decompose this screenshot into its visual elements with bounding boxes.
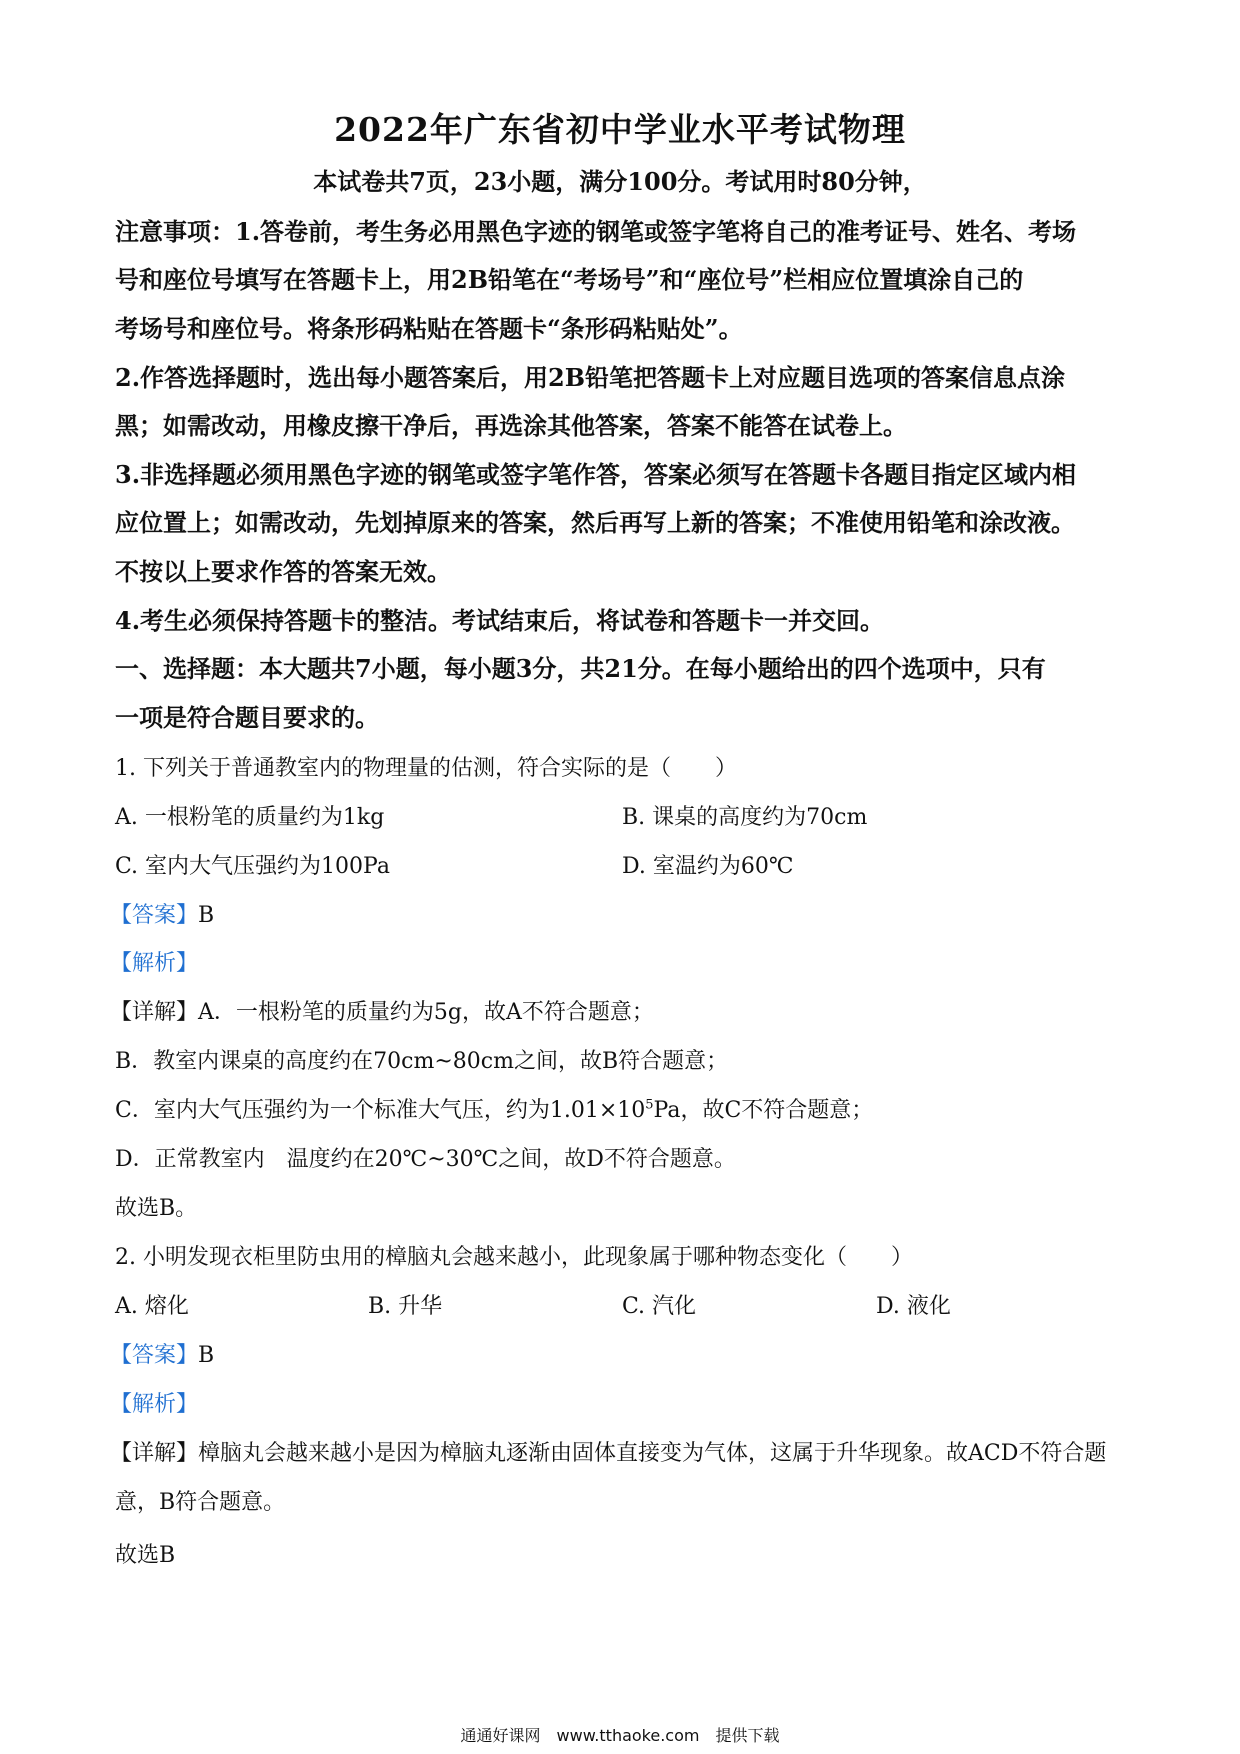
q2-analysis-tag: 【解析】 — [110, 1392, 199, 1417]
q1-option-b: B. 课桌的高度约为70cm — [622, 805, 868, 830]
q1-detail-a — [110, 998, 654, 1028]
q2-answer — [110, 1341, 214, 1371]
q1-answer-tag: 【答案】 — [110, 903, 199, 928]
q1-stem: 1. 下列关于普通教室内的物理量的估测，符合实际的是（ ） — [115, 756, 737, 781]
notes-line-9: 4.考生必须保持答题卡的整洁。考试结束后，将试卷和答题卡一并交回。 — [115, 606, 885, 635]
q1-detail-c — [115, 1096, 873, 1126]
notes-line-6: 3.非选择题必须用黑色字迹的钢笔或签字笔作答，答案必须写在答题卡各题目指定区域内相 — [115, 460, 1077, 489]
notes-line-1: 注意事项：1.答卷前，考生务必用黑色字迹的钢笔或签字笔将自己的准考证号、姓名、考场 — [115, 217, 1077, 246]
q2-option-b: B. 升华 — [368, 1294, 443, 1319]
q2-answer-value: B — [198, 1343, 215, 1368]
page-title: 2022年广东省初中学业水平考试物理 — [334, 110, 906, 149]
section-heading-line-2: 一项是符合题目要求的。 — [115, 703, 379, 732]
q1-analysis-tag: 【解析】 — [110, 951, 199, 976]
q1-answer — [110, 901, 214, 931]
q2-stem: 2. 小明发现衣柜里防虫用的樟脑丸会越来越小，此现象属于哪种物态变化（ ） — [115, 1245, 913, 1270]
q1-detail-c-exponent: 5 — [645, 1097, 654, 1113]
q1-detail-b: B．教室内课桌的高度约在70cm~80cm之间，故B符合题意； — [115, 1049, 729, 1074]
q2-option-a: A. 熔化 — [115, 1294, 189, 1319]
q1-detail-d: D．正常教室内 温度约在20℃~30℃之间，故D不符合题意。 — [115, 1147, 736, 1172]
exam-subtitle: 本试卷共7页，23小题，满分100分。考试用时80分钟， — [313, 167, 927, 196]
q1-detail-a-text: A．一根粉笔的质量约为5g，故A不符合题意； — [198, 1000, 654, 1025]
notes-line-2: 号和座位号填写在答题卡上，用2B铅笔在“考场号”和“座位号”栏相应位置填涂自己的 — [115, 265, 1024, 294]
q2-detail-tag: 【详解】 — [110, 1441, 199, 1466]
q1-option-a: A. 一根粉笔的质量约为1kg — [115, 805, 385, 830]
q2-detail-2: 意，B符合题意。 — [115, 1490, 286, 1515]
q1-option-d: D. 室温约为60℃ — [622, 854, 794, 879]
q2-option-c: C. 汽化 — [622, 1294, 697, 1319]
q2-detail-1 — [110, 1439, 1106, 1469]
notes-line-8: 不按以上要求作答的答案无效。 — [115, 557, 451, 586]
page-footer: 通通好课网 www.tthaoke.com 提供下载 — [460, 1726, 780, 1745]
q1-detail-c-post: Pa，故C不符合题意； — [653, 1098, 874, 1123]
q2-detail-1-text: 樟脑丸会越来越小是因为樟脑丸逐渐由固体直接变为气体，这属于升华现象。故ACD不符合题 — [198, 1441, 1107, 1466]
q1-detail-c-pre: C．室内大气压强约为一个标准大气压，约为1.01×10 — [115, 1098, 646, 1123]
q1-conclusion: 故选B。 — [115, 1196, 198, 1221]
q1-detail-tag: 【详解】 — [110, 1000, 199, 1025]
q2-answer-tag: 【答案】 — [110, 1343, 199, 1368]
q2-option-d: D. 液化 — [876, 1294, 951, 1319]
notes-line-5: 黑；如需改动，用橡皮擦干净后，再选涂其他答案，答案不能答在试卷上。 — [115, 411, 907, 440]
q2-conclusion: 故选B — [115, 1543, 176, 1568]
notes-line-7: 应位置上；如需改动，先划掉原来的答案，然后再写上新的答案；不准使用铅笔和涂改液。 — [115, 508, 1075, 537]
notes-line-3: 考场号和座位号。将条形码粘贴在答题卡“条形码粘贴处”。 — [115, 314, 743, 343]
q1-answer-value: B — [198, 903, 215, 928]
notes-line-4: 2.作答选择题时，选出每小题答案后，用2B铅笔把答题卡上对应题目选项的答案信息点涂 — [115, 363, 1066, 392]
section-heading-line-1: 一、选择题：本大题共7小题，每小题3分，共21分。在每小题给出的四个选项中，只有 — [115, 654, 1046, 683]
q1-option-c: C. 室内大气压强约为100Pa — [115, 854, 390, 879]
